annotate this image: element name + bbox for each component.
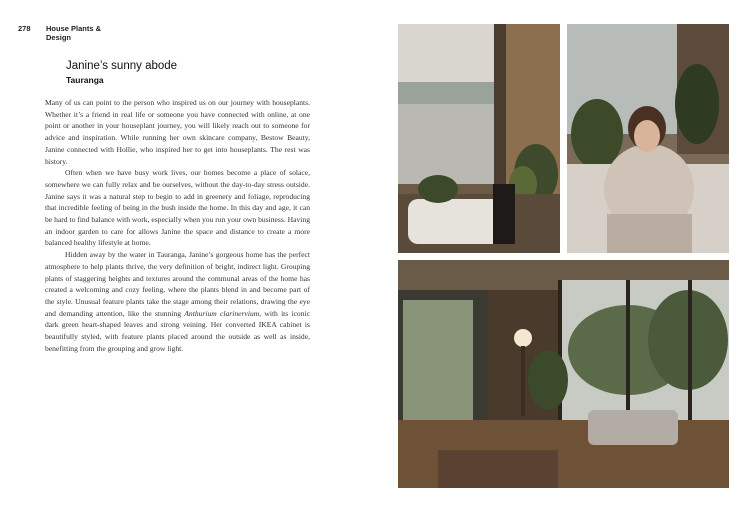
living-room-photo [398, 24, 560, 253]
plant-name: Anthurium clarinervium [184, 308, 260, 318]
portrait-photo [567, 24, 729, 253]
running-title: House Plants & Design [46, 24, 102, 42]
paragraph-3 [45, 249, 310, 354]
article-title: Janine’s sunny abode [66, 60, 178, 72]
interior-photo [398, 260, 729, 488]
paragraph-3-start: Hidden away by the water in Tauranga, Janine’s gorgeous home has the perfect atmosphere to help plants thrive, the very definition of bright, indirect light. Grouping plants of staggering heights and textures around the communal areas of the home has created a welcoming and cozy feeling, where the plants blend in and become part of the style. Unusual feature plants take the stage among their relations, drawing the eye and demanding attention, like the stunning [45, 250, 310, 318]
article-subtitle: Tauranga [66, 75, 104, 85]
article-body [45, 97, 310, 354]
page-number: 278 [18, 24, 31, 33]
paragraph-1: Many of us can point to the person who inspired us on our journey with houseplants. Whether it’s a friend in real life or someone you have connected with online, at one point or another in your houseplant journey, you will likely reach out to someone for advice and inspiration. While running her own skincare company, Bestow Beauty, Janine connected with Hollie, who inspired her to get into houseplants. The rest was history. [45, 98, 310, 166]
paragraph-2: Often when we have busy work lives, our homes become a place of solace, somewhere we can fully relax and be ourselves, without the day-to-day stress outside. Janine says it was a natural step to begin to add in greenery and foliage, reproducing that incredible feeling of being in the bush inside the home. In this day and age, it can be hard to find balance with work, especially when you run your own business. Having an indoor garden to care for allows Janine the space and distance to create a more balanced healthy lifestyle at home. [45, 168, 310, 248]
paragraph-3-end: , with its iconic dark green heart-shaped leaves and strong veining. Her converted IKEA cabinet is beautifully styled, with feature plants placed around the outside as well as inside, benefitting from the grouping and grow light. [45, 308, 311, 353]
